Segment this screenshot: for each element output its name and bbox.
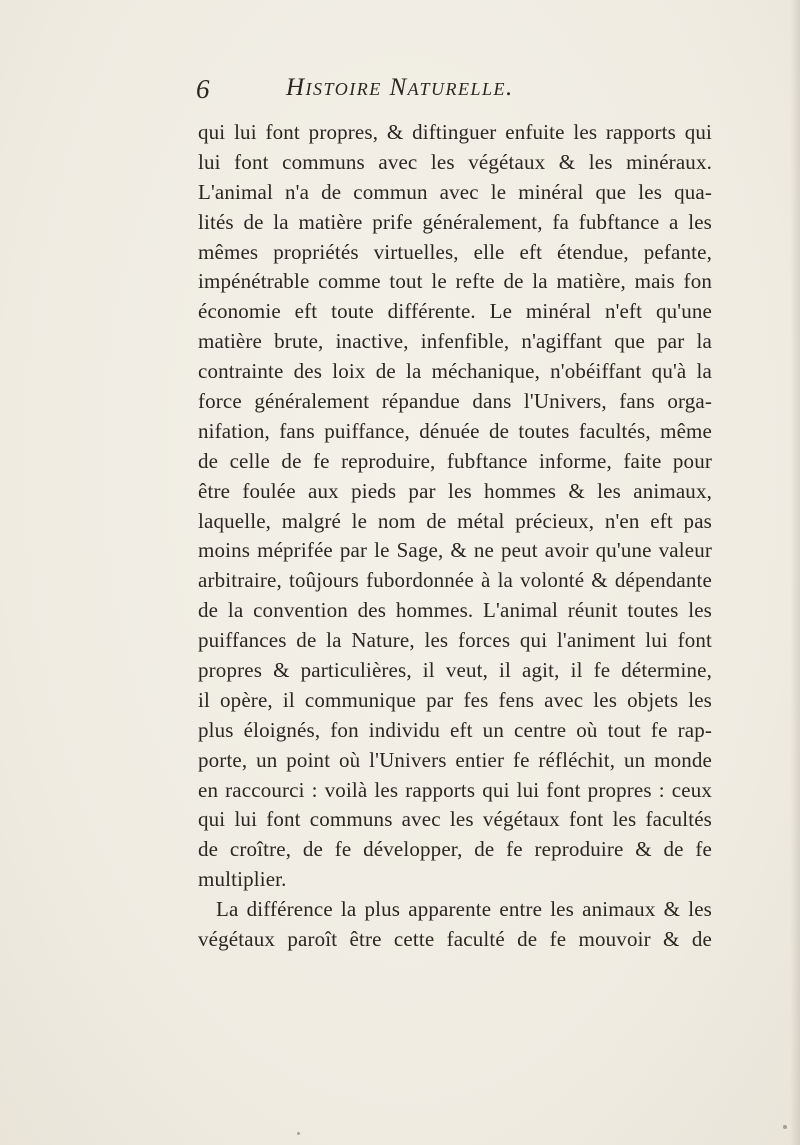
text-line: puiffances de la Nature, les forces qui l'animent lui font — [198, 628, 712, 653]
page-edge-shadow — [790, 0, 800, 1145]
text-line: arbitraire, toûjours fubordonnée à la volonté & dépendante — [198, 568, 712, 593]
text-line: plus éloignés, fon individu eft un centre où tout fe rap- — [198, 717, 712, 742]
text-line: nifation, fans puiffance, dénuée de toutes facultés, même — [198, 418, 712, 443]
text-line: il opère, il communique par fes fens avec les objets les — [198, 687, 712, 712]
text-line: La différence la plus apparente entre les animaux & les — [216, 897, 712, 922]
text-line: multiplier. — [198, 867, 287, 892]
text-line: végétaux paroît être cette faculté de fe mouvoir & de — [198, 927, 712, 952]
text-line: être foulée aux pieds par les hommes & les animaux, — [198, 478, 712, 503]
text-line: de croître, de fe développer, de fe reproduire & de fe — [198, 837, 712, 862]
text-line: de la convention des hommes. L'animal réunit toutes les — [198, 598, 712, 623]
text-line: propres & particulières, il veut, il agit, il fe détermine, — [198, 658, 712, 683]
paper-speck — [297, 1132, 300, 1135]
body-text — [198, 118, 712, 955]
text-line: mêmes propriétés virtuelles, elle eft étendue, pefante, — [198, 239, 712, 264]
text-line: matière brute, inactive, infenfible, n'agiffant que par la — [198, 329, 712, 354]
text-line: L'animal n'a de commun avec le minéral que les qua- — [198, 179, 712, 204]
text-line: lui font communs avec les végétaux & les minéraux. — [198, 149, 712, 174]
page-number: 6 — [196, 74, 210, 104]
page-header — [196, 74, 616, 110]
text-line: économie eft toute différente. Le minéral n'eft qu'une — [198, 299, 712, 324]
text-line: lités de la matière prife généralement, fa fubftance a les — [198, 209, 712, 234]
paper-speck — [783, 1125, 787, 1129]
text-line: qui lui font propres, & diftinguer enfuite les rapports qui — [198, 120, 712, 144]
text-line: laquelle, malgré le nom de métal précieux, n'en eft pas — [198, 508, 712, 533]
text-line: en raccourci : voilà les rapports qui lui font propres : ceux — [198, 777, 712, 802]
text-line: de celle de fe reproduire, fubftance informe, faite pour — [198, 448, 712, 473]
running-title: Histoire Naturelle. — [286, 74, 514, 101]
text-line: porte, un point où l'Univers entier fe réfléchit, un monde — [198, 747, 712, 772]
text-line: qui lui font communs avec les végétaux font les facultés — [198, 807, 712, 832]
text-line: moins méprifée par le Sage, & ne peut avoir qu'une valeur — [198, 538, 712, 563]
text-line: impénétrable comme tout le refte de la matière, mais fon — [198, 269, 712, 294]
text-line: force généralement répandue dans l'Univers, fans orga- — [198, 389, 712, 414]
text-line: contrainte des loix de la méchanique, n'obéiffant qu'à la — [198, 359, 712, 384]
